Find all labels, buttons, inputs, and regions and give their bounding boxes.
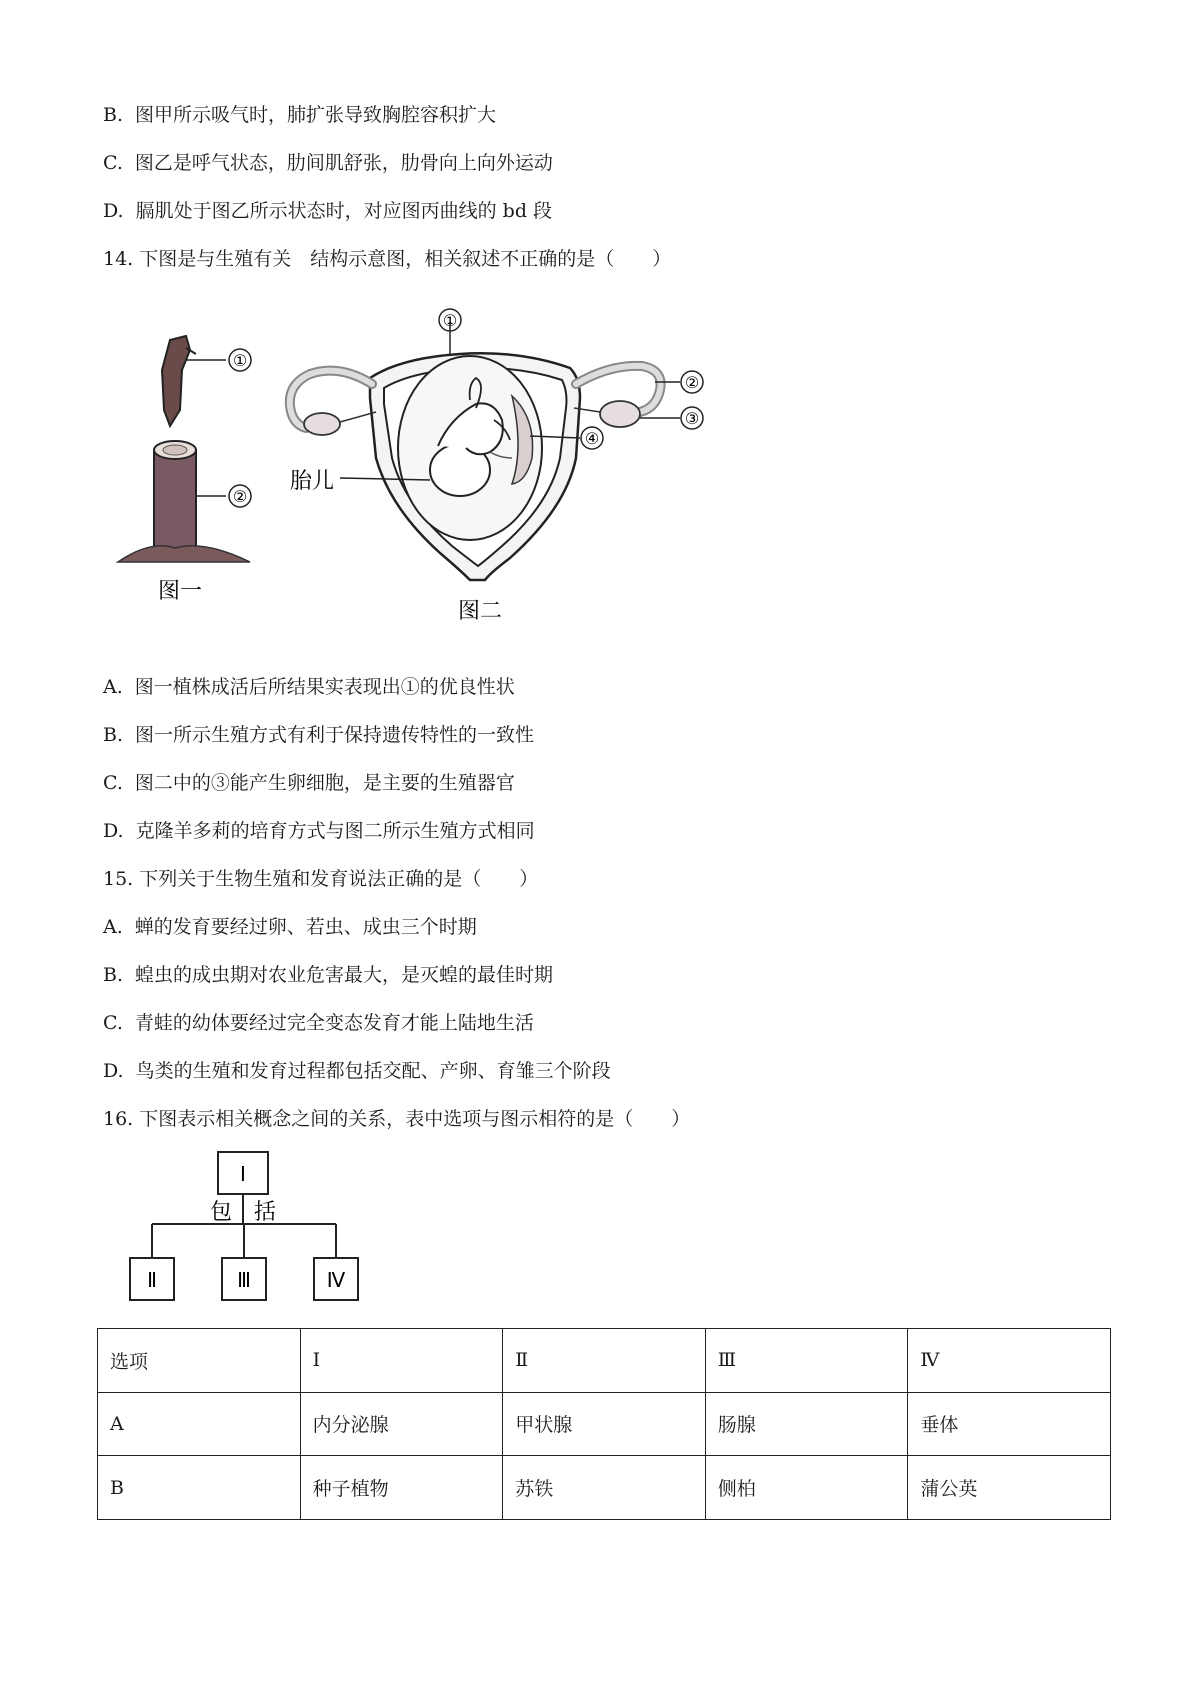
option-text: 青蛙的幼体要经过完全变态发育才能上陆地生活	[134, 1012, 534, 1034]
figure-1-label-2: ②	[232, 487, 248, 506]
option-label: A.	[103, 916, 123, 938]
diagram-child-label-2: Ⅱ	[147, 1268, 157, 1292]
figure-2-caption: 图二	[457, 599, 503, 624]
option-text: 蝉的发育要经过卵、若虫、成虫三个时期	[134, 916, 477, 938]
table-row	[98, 1456, 1111, 1520]
table-cell: Ⅲ	[705, 1329, 908, 1393]
q14-stem: 14. 下图是与生殖有关 结构示意图，相关叙述不正确的是（ ）	[103, 248, 672, 270]
table-cell: 苏铁	[503, 1456, 706, 1520]
option-text: 图二中的③能产生卵细胞，是主要的生殖器官	[134, 772, 515, 794]
table-cell: 选项	[98, 1329, 301, 1393]
table-cell: B	[98, 1456, 301, 1520]
option-label: A.	[103, 676, 123, 698]
diagram-child-label-3: Ⅲ	[237, 1268, 251, 1292]
option-label: D.	[103, 820, 124, 842]
option-text: 图甲所示吸气时，肺扩张导致胸腔容积扩大	[135, 104, 497, 126]
table-cell: 种子植物	[300, 1456, 503, 1520]
option-label: D.	[103, 1060, 124, 1082]
figure-2-label-3: ③	[684, 409, 700, 428]
figure-2-label-4: ④	[584, 429, 600, 448]
q14-option-d	[103, 819, 535, 843]
diagram-top-label: Ⅰ	[240, 1162, 246, 1186]
q15-option-b	[103, 963, 553, 987]
option-text: 图一所示生殖方式有利于保持遗传特性的一致性	[135, 724, 535, 746]
option-label: B.	[103, 724, 124, 746]
option-text: 鸟类的生殖和发育过程都包括交配、产卵、育雏三个阶段	[135, 1060, 611, 1082]
stock	[154, 450, 196, 552]
table-cell: Ⅱ	[503, 1329, 706, 1393]
table-cell: 蒲公英	[908, 1456, 1111, 1520]
q14-option-b	[103, 723, 534, 747]
figure-2-label-1: ①	[442, 311, 458, 330]
right-ovary	[600, 401, 640, 427]
option-label: C.	[103, 152, 123, 174]
q16-stem: 16. 下图表示相关概念之间的关系，表中选项与图示相符的是（ ）	[103, 1108, 691, 1130]
q15-option-a	[103, 915, 477, 939]
table-cell: 内分泌腺	[300, 1392, 503, 1456]
diagram-relation-label: 包 括	[209, 1200, 277, 1225]
figure-1-grafting	[110, 330, 280, 620]
q14-option-a	[103, 675, 515, 699]
q13-option-b	[103, 103, 496, 127]
option-label: B.	[103, 104, 124, 126]
q15-stem: 15. 下列关于生物生殖和发育说法正确的是（ ）	[103, 868, 539, 890]
table-cell: 侧柏	[705, 1456, 908, 1520]
table-row	[98, 1392, 1111, 1456]
figure-1-caption: 图一	[157, 579, 203, 604]
q13-option-d	[103, 199, 552, 223]
concept-diagram	[120, 1148, 380, 1308]
option-text: 图乙是呼气状态，肋间肌舒张，肋骨向上向外运动	[134, 152, 553, 174]
options-table	[97, 1328, 1111, 1520]
option-label: C.	[103, 1012, 123, 1034]
table-header-row	[98, 1329, 1111, 1393]
option-text: 克隆羊多莉的培育方式与图二所示生殖方式相同	[135, 820, 535, 842]
figure-1-label-1: ①	[232, 351, 248, 370]
left-ovary	[304, 413, 340, 435]
soil	[118, 546, 250, 562]
option-text: 图一植株成活后所结果实表现出①的优良性状	[134, 676, 515, 698]
scion	[162, 336, 190, 426]
table-cell: Ⅰ	[300, 1329, 503, 1393]
table-cell: 垂体	[908, 1392, 1111, 1456]
option-text: 膈肌处于图乙所示状态时，对应图丙曲线的 bd 段	[135, 200, 553, 222]
table-cell: Ⅳ	[908, 1329, 1111, 1393]
table-cell: 甲状腺	[503, 1392, 706, 1456]
option-label: C.	[103, 772, 123, 794]
option-label: B.	[103, 964, 124, 986]
figure-2-label-2: ②	[684, 373, 700, 392]
option-text: 蝗虫的成虫期对农业危害最大，是灭蝗的最佳时期	[135, 964, 554, 986]
q14-option-c	[103, 771, 515, 795]
q15-option-c	[103, 1011, 534, 1035]
table-cell: 肠腺	[705, 1392, 908, 1456]
diagram-child-label-4: Ⅳ	[326, 1268, 346, 1292]
fetus-label: 胎儿	[289, 469, 335, 494]
figure-2-uterus	[280, 308, 740, 628]
q15-option-d	[103, 1059, 611, 1083]
table-cell: A	[98, 1392, 301, 1456]
option-label: D.	[103, 200, 124, 222]
q13-option-c	[103, 151, 553, 175]
